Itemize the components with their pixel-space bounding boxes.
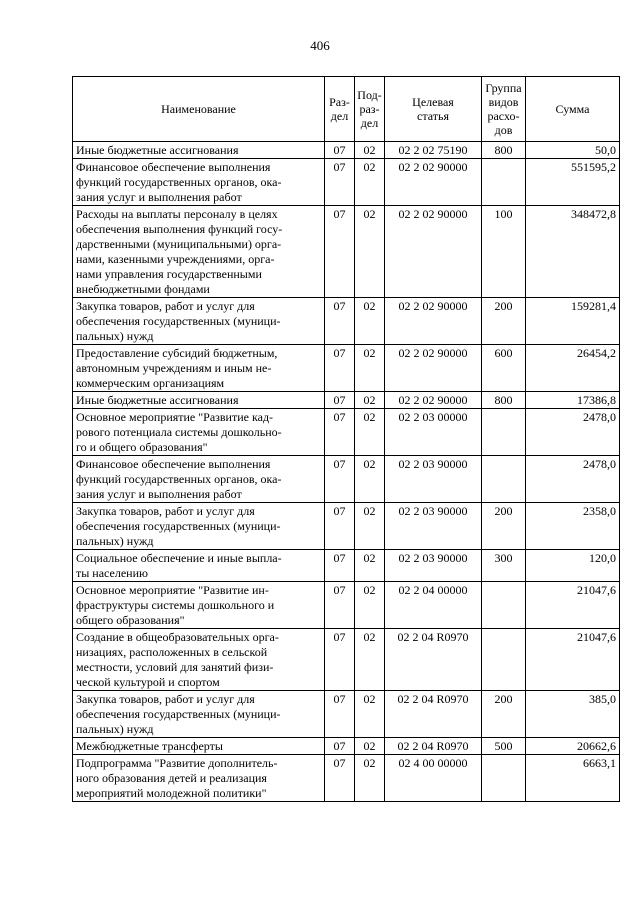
table-row bbox=[73, 298, 620, 345]
cell-sum: 385,0 bbox=[526, 691, 620, 738]
cell-target: 02 2 03 90000 bbox=[385, 550, 482, 582]
table-row bbox=[73, 738, 620, 755]
table-row bbox=[73, 755, 620, 802]
table-row bbox=[73, 142, 620, 159]
cell-sum: 20662,6 bbox=[526, 738, 620, 755]
cell-target: 02 2 03 90000 bbox=[385, 456, 482, 503]
cell-name: Основное мероприятие "Развитие ин- фраструктуры системы дошкольного и общего образования" bbox=[73, 582, 325, 629]
table-row bbox=[73, 503, 620, 550]
table-row bbox=[73, 392, 620, 409]
header-target: Целевая статья bbox=[385, 77, 482, 142]
cell-name: Подпрограмма "Развитие дополнитель- ного образования детей и реализация мероприятий молодежной политики" bbox=[73, 755, 325, 802]
cell-name: Закупка товаров, работ и услуг для обеспечения государственных (муници- пальных) нужд bbox=[73, 691, 325, 738]
page-number: 406 bbox=[310, 38, 330, 53]
cell-section: 07 bbox=[325, 550, 355, 582]
cell-section: 07 bbox=[325, 392, 355, 409]
cell-subsection: 02 bbox=[355, 503, 385, 550]
cell-target: 02 2 04 R0970 bbox=[385, 691, 482, 738]
cell-target: 02 2 04 R0970 bbox=[385, 738, 482, 755]
cell-sum: 21047,6 bbox=[526, 629, 620, 691]
cell-section: 07 bbox=[325, 629, 355, 691]
cell-subsection: 02 bbox=[355, 345, 385, 392]
cell-subsection: 02 bbox=[355, 409, 385, 456]
cell-section: 07 bbox=[325, 503, 355, 550]
cell-group bbox=[482, 409, 526, 456]
cell-section: 07 bbox=[325, 582, 355, 629]
cell-name: Финансовое обеспечение выполнения функций государственных органов, ока- зания услуг и выполнения работ bbox=[73, 159, 325, 206]
cell-group: 200 bbox=[482, 503, 526, 550]
cell-group: 200 bbox=[482, 691, 526, 738]
cell-target: 02 2 04 R0970 bbox=[385, 629, 482, 691]
cell-name: Расходы на выплаты персоналу в целях обеспечения выполнения функций госу- дарственными (муниципальными) орга- нами, казенными учреждениями, орга- нами управления государственными внебюджетными фондами bbox=[73, 206, 325, 298]
header-section: Раз- дел bbox=[325, 77, 355, 142]
cell-name: Иные бюджетные ассигнования bbox=[73, 142, 325, 159]
cell-sum: 17386,8 bbox=[526, 392, 620, 409]
cell-target: 02 2 03 00000 bbox=[385, 409, 482, 456]
table-row bbox=[73, 456, 620, 503]
cell-group: 600 bbox=[482, 345, 526, 392]
cell-target: 02 2 02 75190 bbox=[385, 142, 482, 159]
cell-sum: 120,0 bbox=[526, 550, 620, 582]
table-row bbox=[73, 550, 620, 582]
cell-sum: 50,0 bbox=[526, 142, 620, 159]
cell-group: 800 bbox=[482, 142, 526, 159]
cell-target: 02 2 02 90000 bbox=[385, 345, 482, 392]
cell-section: 07 bbox=[325, 456, 355, 503]
cell-subsection: 02 bbox=[355, 142, 385, 159]
cell-subsection: 02 bbox=[355, 738, 385, 755]
cell-section: 07 bbox=[325, 206, 355, 298]
cell-section: 07 bbox=[325, 691, 355, 738]
cell-subsection: 02 bbox=[355, 456, 385, 503]
cell-name: Создание в общеобразовательных орга- низациях, расположенных в сельской местности, условий для занятий физи- ческой культурой и спортом bbox=[73, 629, 325, 691]
cell-target: 02 2 04 00000 bbox=[385, 582, 482, 629]
cell-name: Финансовое обеспечение выполнения функций государственных органов, ока- зания услуг и выполнения работ bbox=[73, 456, 325, 503]
table-row bbox=[73, 206, 620, 298]
cell-name: Межбюджетные трансферты bbox=[73, 738, 325, 755]
cell-subsection: 02 bbox=[355, 691, 385, 738]
cell-group: 500 bbox=[482, 738, 526, 755]
cell-subsection: 02 bbox=[355, 206, 385, 298]
cell-sum: 2478,0 bbox=[526, 456, 620, 503]
cell-name: Предоставление субсидий бюджетным, автономным учреждениям и иным не- коммерческим организациям bbox=[73, 345, 325, 392]
cell-section: 07 bbox=[325, 738, 355, 755]
cell-group bbox=[482, 582, 526, 629]
cell-section: 07 bbox=[325, 159, 355, 206]
cell-name: Социальное обеспечение и иные выпла- ты населению bbox=[73, 550, 325, 582]
cell-name: Основное мероприятие "Развитие кад- рового потенциала системы дошкольно- го и общего образования" bbox=[73, 409, 325, 456]
table-row bbox=[73, 159, 620, 206]
cell-sum: 2478,0 bbox=[526, 409, 620, 456]
cell-target: 02 2 02 90000 bbox=[385, 206, 482, 298]
table-row bbox=[73, 629, 620, 691]
cell-group bbox=[482, 629, 526, 691]
cell-target: 02 4 00 00000 bbox=[385, 755, 482, 802]
cell-target: 02 2 02 90000 bbox=[385, 159, 482, 206]
cell-sum: 2358,0 bbox=[526, 503, 620, 550]
cell-section: 07 bbox=[325, 298, 355, 345]
cell-group bbox=[482, 456, 526, 503]
header-sum: Сумма bbox=[526, 77, 620, 142]
cell-target: 02 2 02 90000 bbox=[385, 392, 482, 409]
header-subsection: Под- раз- дел bbox=[355, 77, 385, 142]
header-group: Группа видов расхо- дов bbox=[482, 77, 526, 142]
table-row bbox=[73, 409, 620, 456]
table-row bbox=[73, 582, 620, 629]
budget-table bbox=[72, 76, 620, 802]
cell-subsection: 02 bbox=[355, 159, 385, 206]
cell-section: 07 bbox=[325, 755, 355, 802]
cell-group bbox=[482, 755, 526, 802]
cell-section: 07 bbox=[325, 142, 355, 159]
cell-target: 02 2 02 90000 bbox=[385, 298, 482, 345]
cell-name: Иные бюджетные ассигнования bbox=[73, 392, 325, 409]
cell-target: 02 2 03 90000 bbox=[385, 503, 482, 550]
cell-group: 800 bbox=[482, 392, 526, 409]
table-row bbox=[73, 691, 620, 738]
cell-group: 200 bbox=[482, 298, 526, 345]
table-header-row bbox=[73, 77, 620, 142]
cell-subsection: 02 bbox=[355, 629, 385, 691]
cell-sum: 26454,2 bbox=[526, 345, 620, 392]
cell-subsection: 02 bbox=[355, 550, 385, 582]
cell-subsection: 02 bbox=[355, 582, 385, 629]
cell-subsection: 02 bbox=[355, 755, 385, 802]
cell-subsection: 02 bbox=[355, 298, 385, 345]
cell-sum: 21047,6 bbox=[526, 582, 620, 629]
cell-name: Закупка товаров, работ и услуг для обеспечения государственных (муници- пальных) нужд bbox=[73, 503, 325, 550]
cell-sum: 348472,8 bbox=[526, 206, 620, 298]
cell-group: 300 bbox=[482, 550, 526, 582]
cell-group: 100 bbox=[482, 206, 526, 298]
header-name: Наименование bbox=[73, 77, 325, 142]
cell-sum: 159281,4 bbox=[526, 298, 620, 345]
cell-subsection: 02 bbox=[355, 392, 385, 409]
cell-section: 07 bbox=[325, 345, 355, 392]
cell-sum: 6663,1 bbox=[526, 755, 620, 802]
cell-group bbox=[482, 159, 526, 206]
cell-section: 07 bbox=[325, 409, 355, 456]
cell-name: Закупка товаров, работ и услуг для обеспечения государственных (муници- пальных) нужд bbox=[73, 298, 325, 345]
table-row bbox=[73, 345, 620, 392]
cell-sum: 551595,2 bbox=[526, 159, 620, 206]
